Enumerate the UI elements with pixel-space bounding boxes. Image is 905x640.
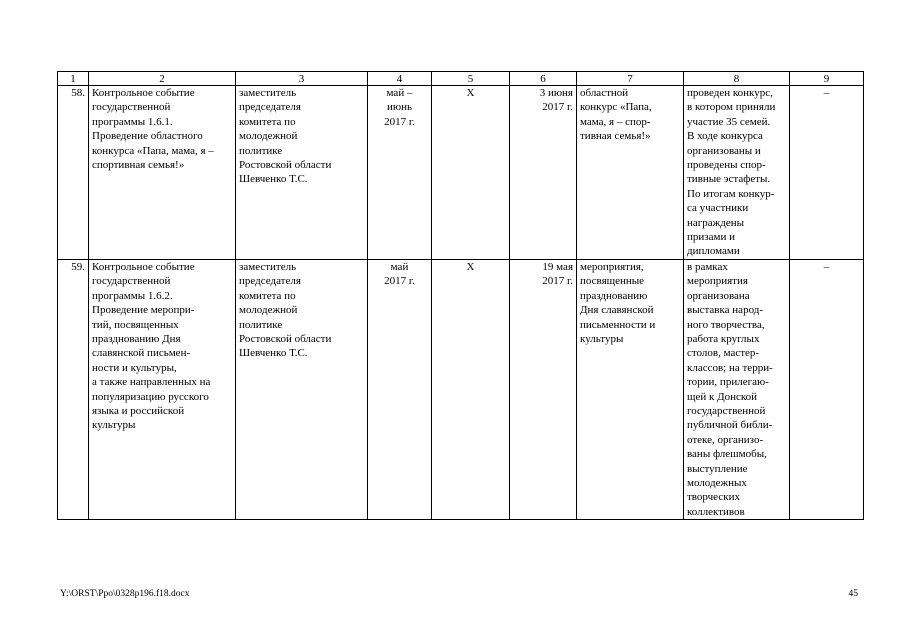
notes-cell: –	[790, 259, 864, 519]
column-header: 2	[89, 72, 236, 86]
responsible-cell: заместитель председателя комитета по молодежной политике Ростовской области Шевченко Т.С.	[236, 86, 368, 260]
page-number: 45	[848, 589, 858, 599]
column-header: 5	[432, 72, 510, 86]
responsible-cell: заместитель председателя комитета по молодежной политике Ростовской области Шевченко Т.С.	[236, 259, 368, 519]
column-header: 7	[577, 72, 684, 86]
actual-date-cell: 3 июня 2017 г.	[510, 86, 577, 260]
row-number: 58.	[58, 86, 89, 260]
col5-cell: Х	[432, 86, 510, 260]
table-row	[58, 86, 864, 260]
column-header: 6	[510, 72, 577, 86]
footer-file-path: Y:\ORST\Ppo\0328p196.f18.docx	[60, 589, 190, 599]
actual-date-cell: 19 мая 2017 г.	[510, 259, 577, 519]
planned-date-cell: май – июнь 2017 г.	[368, 86, 432, 260]
actual-result-cell: в рамках мероприятия организована выставка народ- ного творчества, работа круглых столов, мастер- классов; на терри- тории, прилегаю- щей к Донской государственной публичной библи- отеке, организо- ваны флешмобы, выступление молодежных творческих коллективов	[684, 259, 790, 519]
planned-result-cell: мероприятия, посвященные празднованию Дня славянской письменности и культуры	[577, 259, 684, 519]
event-cell: Контрольное событие государственной программы 1.6.2. Проведение меропри- тий, посвященных празднованию Дня славянской письмен- ности и культуры, а также направленных на популяризацию русского языка и российской культуры	[89, 259, 236, 519]
row-number: 59.	[58, 259, 89, 519]
actual-result-cell: проведен конкурс, в котором приняли участие 35 семей. В ходе конкурса организованы и проведены спор- тивные эстафеты. По итогам конкур- са участники награждены призами и дипломами	[684, 86, 790, 260]
column-header: 3	[236, 72, 368, 86]
event-cell: Контрольное событие государственной программы 1.6.1. Проведение областного конкурса «Папа, мама, я – спортивная семья!»	[89, 86, 236, 260]
column-header: 9	[790, 72, 864, 86]
column-header: 4	[368, 72, 432, 86]
table-row	[58, 259, 864, 519]
planned-result-cell: областной конкурс «Папа, мама, я – спор- тивная семья!»	[577, 86, 684, 260]
column-header: 1	[58, 72, 89, 86]
notes-cell: –	[790, 86, 864, 260]
planned-date-cell: май 2017 г.	[368, 259, 432, 519]
report-table	[57, 71, 864, 520]
col5-cell: Х	[432, 259, 510, 519]
header-row	[58, 72, 864, 86]
column-header: 8	[684, 72, 790, 86]
